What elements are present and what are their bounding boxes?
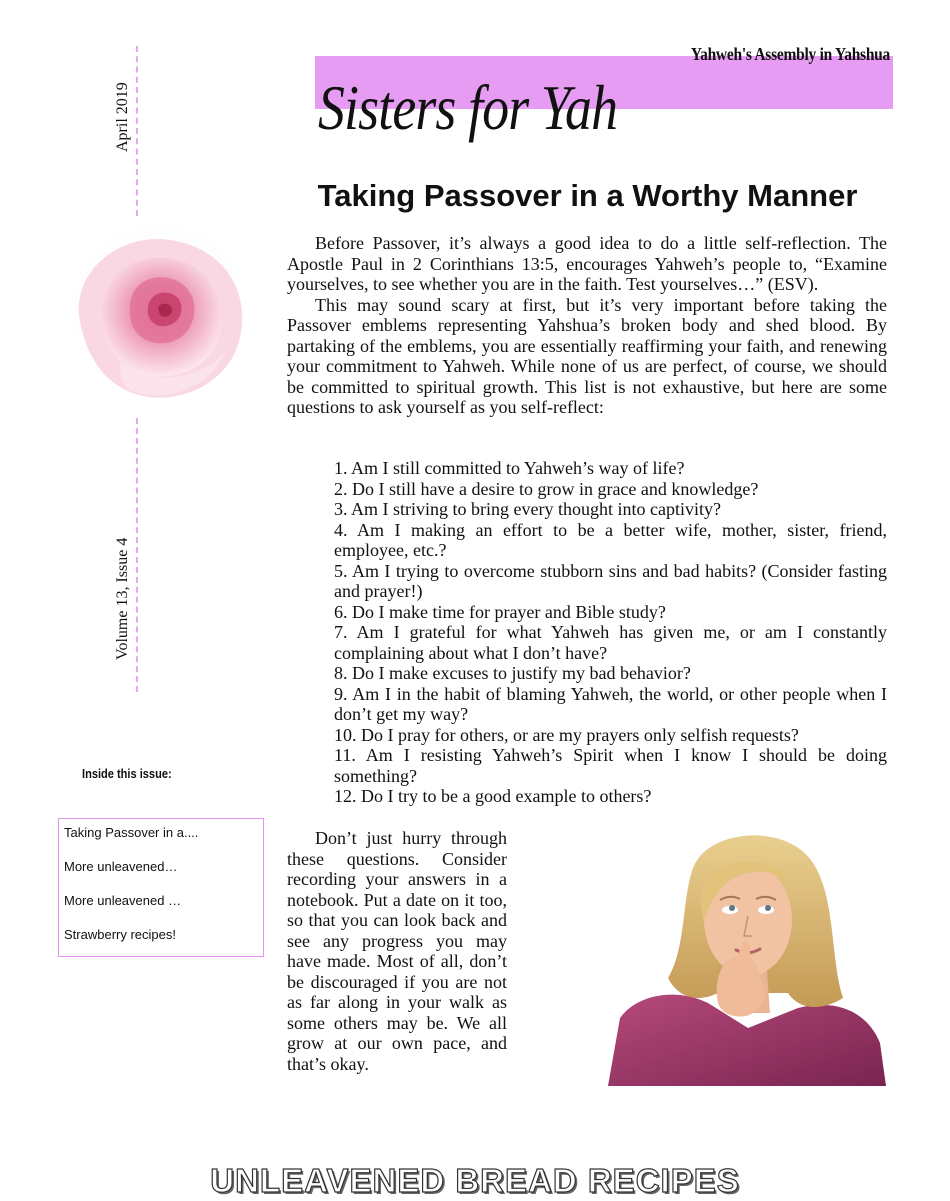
question-item: 7. Am I grateful for what Yahweh has given me, or am I constantly complaining about what I don’t have? <box>334 622 887 663</box>
closing-paragraph: Don’t just hurry through these questions. Consider recording your answers in a notebook. Put a date on it too, so that you can look back and see any progress you may have made. Most of all, don’t be discouraged if you are not as far along in your walk as some others may be. We all grow at our own pace, and that’s okay. <box>287 828 507 1074</box>
question-item: 3. Am I striving to bring every thought into captivity? <box>334 499 721 519</box>
question-item: 8. Do I make excuses to justify my bad behavior? <box>334 663 691 683</box>
question-item: 1. Am I still committed to Yahweh’s way of life? <box>334 458 685 478</box>
table-of-contents <box>58 818 264 957</box>
question-item: 5. Am I trying to overcome stubborn sins and bad habits? (Consider fasting and prayer!) <box>334 560 887 601</box>
article-intro <box>287 233 887 418</box>
question-item: 6. Do I make time for prayer and Bible study? <box>334 601 666 622</box>
newsletter-title: Sisters for Yah <box>318 72 618 143</box>
toc-item[interactable]: Strawberry recipes! <box>64 927 176 942</box>
organization-name: Yahweh's Assembly in Yahshua <box>690 44 890 64</box>
volume-issue: Volume 13, Issue 4 <box>114 537 131 660</box>
inside-issue-label: Inside this issue: <box>82 766 172 781</box>
question-item: 12. Do I try to be a good example to others? <box>334 786 652 806</box>
recipes-banner: UNLEAVENED BREAD RECIPES <box>210 1162 740 1199</box>
question-item: 9. Am I in the habit of blaming Yahweh, the world, or other people when I don’t get my way? <box>334 683 887 724</box>
question-item: 2. Do I still have a desire to grow in grace and knowledge? <box>334 478 759 499</box>
dashed-divider-bottom <box>136 418 138 692</box>
article-paragraph: Before Passover, it’s always a good idea to do a little self-reflection. The Apostle Paul in 2 Corinthians 13:5, encourages Yahweh’s people to, “Examine yourselves, to see whether you are in the faith. Test yourselves…” (ESV). <box>287 233 887 294</box>
article-headline: Taking Passover in a Worthy Manner <box>317 178 858 213</box>
pink-rose-image <box>60 212 260 417</box>
question-list <box>334 458 887 807</box>
toc-item[interactable]: More unleavened … <box>64 893 182 908</box>
article-paragraph: This may sound scary at first, but it’s very important before taking the Passover emblems representing Yahshua’s broken body and shed blood. By partaking of the emblems, you are essentially reaffirming your faith, and renewing your commitment to Yahweh. While none of us are perfect, of course, we should be committed to spiritual growth. This list is not exhaustive, but here are some questions to ask yourself as you self-reflect: <box>287 294 887 417</box>
toc-item[interactable]: Taking Passover in a.... <box>64 825 199 840</box>
question-item: 11. Am I resisting Yahweh’s Spirit when I know I should be doing something? <box>334 745 887 786</box>
toc-item[interactable]: More unleavened… <box>64 859 178 874</box>
thinking-woman-photo <box>598 828 888 1086</box>
issue-date: April 2019 <box>114 82 131 152</box>
closing-paragraph-box <box>287 828 507 1074</box>
question-item: 10. Do I pray for others, or are my prayers only selfish requests? <box>334 724 799 745</box>
dashed-divider-top <box>136 46 138 216</box>
question-item: 4. Am I making an effort to be a better wife, mother, sister, friend, employee, etc.? <box>334 519 887 560</box>
